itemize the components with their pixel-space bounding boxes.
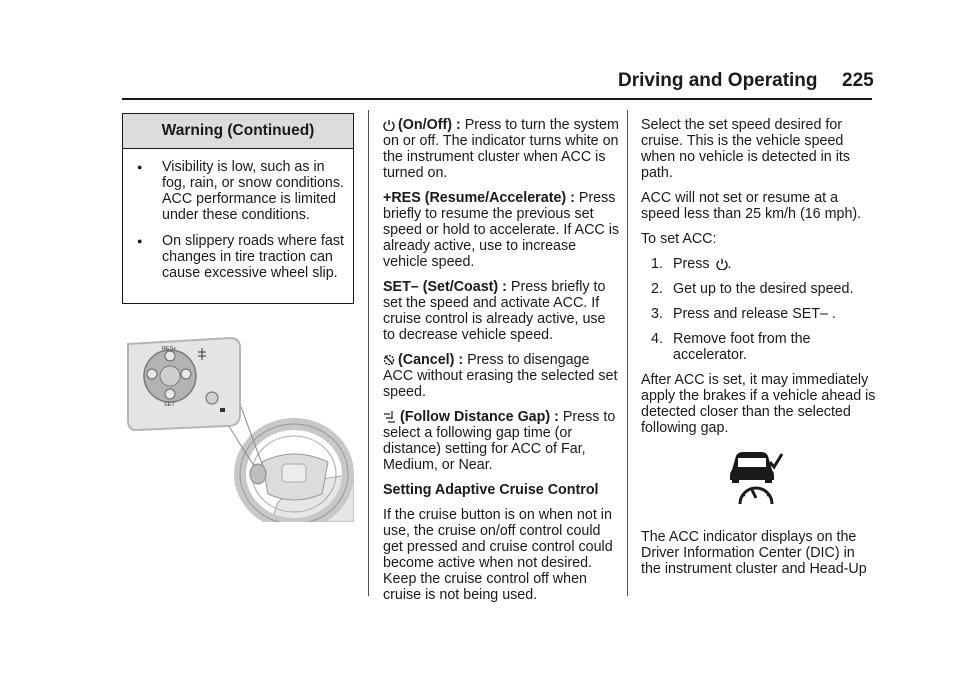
res-paragraph bbox=[383, 190, 621, 270]
column-2 bbox=[383, 117, 621, 612]
cancel-paragraph bbox=[383, 352, 621, 400]
acc-indicator-icon bbox=[726, 448, 790, 511]
res-button-label: RES+ bbox=[162, 346, 177, 352]
step-suffix: . bbox=[727, 256, 732, 272]
column-3 bbox=[641, 117, 877, 577]
set-steps-list bbox=[641, 256, 877, 363]
column-divider-1 bbox=[368, 110, 369, 596]
warning-bullet bbox=[133, 159, 345, 223]
list-item bbox=[641, 306, 877, 322]
setting-acc-heading: Setting Adaptive Cruise Control bbox=[383, 482, 599, 498]
warning-bullet-text: Visibility is low, such as in fog, rain, or snow conditions. ACC performance is limited under these conditions. bbox=[162, 159, 344, 223]
to-set-paragraph: To set ACC: bbox=[641, 231, 717, 247]
onoff-paragraph bbox=[383, 117, 621, 181]
after-set-paragraph: After ACC is set, it may immediately apply the brakes if a vehicle ahead is detected closer than the selected following gap. bbox=[641, 372, 876, 436]
cruise-onoff-icon bbox=[383, 118, 395, 131]
warning-bullet-text: On slippery roads where fast changes in tire traction can cause excessive wheel slip. bbox=[162, 233, 344, 281]
cruise-onoff-icon bbox=[716, 257, 728, 270]
bullet-dot: ● bbox=[137, 162, 143, 172]
page-number: 225 bbox=[842, 70, 874, 91]
subheading bbox=[383, 482, 621, 498]
list-item bbox=[641, 256, 877, 272]
step-number: 1. bbox=[651, 256, 663, 272]
gap-paragraph bbox=[383, 409, 621, 473]
step-text: Press bbox=[673, 256, 710, 272]
column-divider-2 bbox=[627, 110, 628, 596]
set-button-label: SET bbox=[164, 402, 175, 408]
gap-text: Press to select a following gap time (or distance) setting for ACC of Far, Medium, or Near. bbox=[383, 409, 616, 473]
min-speed-paragraph: ACC will not set or resume at a speed less than 25 km/h (16 mph). bbox=[641, 190, 862, 222]
warning-title: Warning (Continued) bbox=[123, 114, 353, 149]
warning-box bbox=[122, 113, 354, 304]
onoff-text: Press to turn the system on or off. The indicator turns white on the instrument cluster when ACC is turned on. bbox=[383, 117, 619, 181]
step-text: Get up to the desired speed. bbox=[673, 281, 854, 297]
header-rule bbox=[122, 98, 872, 100]
cancel-icon bbox=[383, 353, 395, 366]
cruise-off-paragraph: If the cruise button is on when not in use, the cruise on/off control could get pressed and cruise control could become active when not desired. Keep the cruise control off when cruise is not being used. bbox=[383, 507, 613, 603]
gap-term: (Follow Distance Gap) : bbox=[400, 409, 559, 425]
step-text: Remove foot from the accelerator. bbox=[673, 331, 811, 363]
bullet-dot: ● bbox=[137, 236, 143, 246]
cancel-text: Press to disengage ACC without erasing the selected set speed. bbox=[383, 352, 618, 400]
res-text: Press briefly to resume the previous set speed or hold to accelerate. If ACC is already active, use to increase vehicle speed. bbox=[383, 190, 620, 270]
step-number: 3. bbox=[651, 306, 663, 322]
step-text: Press and release SET– . bbox=[673, 306, 836, 322]
steering-wheel-figure bbox=[122, 334, 354, 522]
list-item bbox=[641, 331, 877, 363]
steering-wheel-illustration bbox=[122, 334, 354, 522]
set-speed-paragraph: Select the set speed desired for cruise. This is the vehicle speed when no vehicle is detected in its path. bbox=[641, 117, 851, 181]
set-term: SET– (Set/Coast) : bbox=[383, 279, 507, 295]
cancel-term: (Cancel) : bbox=[398, 352, 464, 368]
step-number: 2. bbox=[651, 281, 663, 297]
section-title: Driving and Operating bbox=[618, 70, 818, 91]
step-number: 4. bbox=[651, 331, 663, 347]
set-paragraph bbox=[383, 279, 621, 343]
follow-gap-icon bbox=[383, 410, 397, 423]
acc-indicator-paragraph: The ACC indicator displays on the Driver Information Center (DIC) in the instrument cluster and Head-Up bbox=[641, 529, 867, 577]
warning-bullet bbox=[133, 233, 345, 281]
list-item bbox=[641, 281, 877, 297]
onoff-term: (On/Off) : bbox=[398, 117, 461, 133]
set-text: Press briefly to set the speed and activate ACC. If cruise control is already active, use to decrease vehicle speed. bbox=[383, 279, 606, 343]
res-term: +RES (Resume/Accelerate) : bbox=[383, 190, 575, 206]
